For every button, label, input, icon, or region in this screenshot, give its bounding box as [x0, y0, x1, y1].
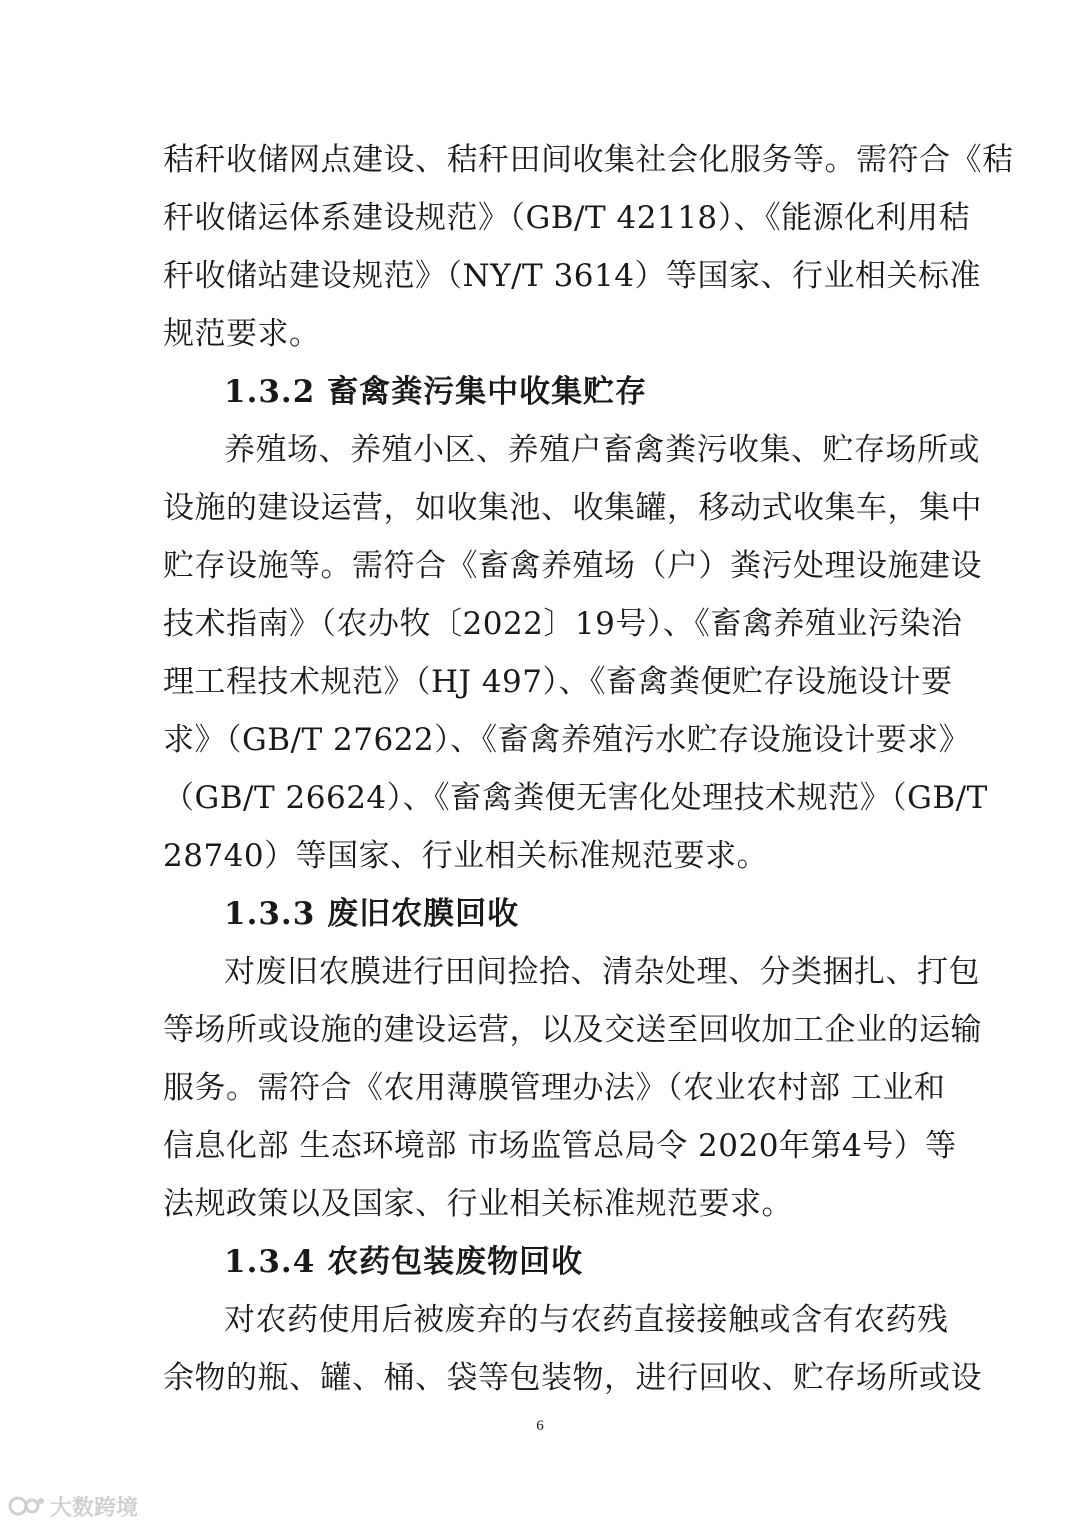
paragraph-line: 28740）等国家、行业相关标准规范要求。: [163, 838, 769, 874]
paragraph-line: 秆收储站建设规范》（NY/T 3614）等国家、行业相关标准: [163, 258, 981, 294]
paragraph-line: 余物的瓶、罐、桶、袋等包装物，进行回收、贮存场所或设: [163, 1360, 982, 1396]
paragraph-line: 法规政策以及国家、行业相关标准规范要求。: [163, 1186, 793, 1222]
paragraph-line: 规范要求。: [163, 316, 321, 352]
paragraph-line: 等场所或设施的建设运营，以及交送至回收加工企业的运输: [163, 1012, 982, 1048]
paragraph-line: 对废旧农膜进行田间捡拾、清杂处理、分类捆扎、打包: [224, 954, 980, 990]
paragraph-line: 技术指南》（农办牧〔2022〕19号）、《畜禽养殖业污染治: [163, 606, 963, 642]
section-heading-1-3-2: 1.3.2 畜禽粪污集中收集贮存: [224, 374, 648, 410]
page-number: 6: [536, 1418, 544, 1434]
paragraph-line: 对农药使用后被废弃的与农药直接接触或含有农药残: [224, 1302, 949, 1338]
paragraph-line: 理工程技术规范》（HJ 497）、《畜禽粪便贮存设施设计要: [163, 664, 953, 700]
paragraph-line: 养殖场、养殖小区、养殖户畜禽粪污收集、贮存场所或: [224, 432, 980, 468]
paragraph-line: 设施的建设运营，如收集池、收集罐，移动式收集车，集中: [163, 490, 982, 526]
paragraph-line: 贮存设施等。需符合《畜禽养殖场（户）粪污处理设施建设: [163, 548, 982, 584]
section-heading-1-3-3: 1.3.3 废旧农膜回收: [224, 896, 520, 932]
paragraph-line: （GB/T 26624）、《畜禽粪便无害化处理技术规范》（GB/T: [163, 780, 988, 816]
paragraph-line: 求》（GB/T 27622）、《畜禽养殖污水贮存设施设计要求》: [163, 722, 971, 758]
section-heading-1-3-4: 1.3.4 农药包装废物回收: [224, 1244, 584, 1280]
paragraph-line: 信息化部 生态环境部 市场监管总局令 2020年第4号）等: [163, 1128, 957, 1164]
paragraph-line: 服务。需符合《农用薄膜管理办法》（农业农村部 工业和: [163, 1070, 946, 1106]
paragraph-line: 秆收储运体系建设规范》（GB/T 42118）、《能源化利用秸: [163, 200, 971, 236]
watermark-text: 大数跨境: [50, 1495, 139, 1521]
watermark: [8, 1491, 138, 1521]
brand-logo-icon: [8, 1493, 46, 1519]
paragraph-line: 秸秆收储网点建设、秸秆田间收集社会化服务等。需符合《秸: [163, 142, 1014, 178]
